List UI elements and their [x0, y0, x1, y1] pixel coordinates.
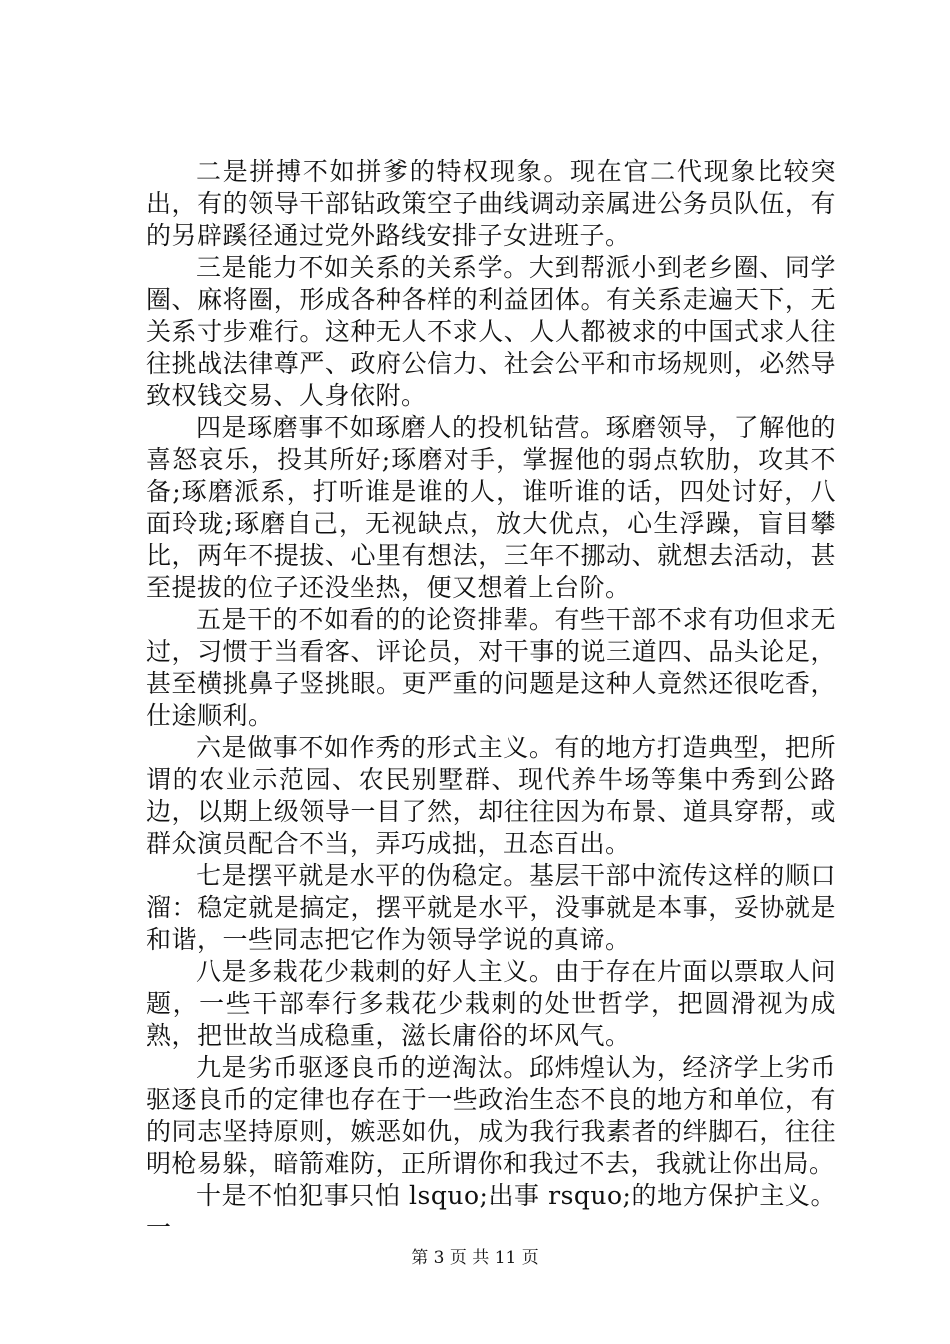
paragraph-9: 九是劣币驱逐良币的逆淘汰。邱炜煌认为，经济学上劣币驱逐良币的定律也存在于一些政治生态不良的地方和单位，有的同志坚持原则，嫉恶如仇，成为我行我素者的绊脚石，往往明枪易躲，暗箭难防，正所谓你和我过不去，我就让你出局。	[146, 1053, 836, 1178]
paragraph-2: 二是拼搏不如拼爹的特权现象。现在官二代现象比较突出，有的领导干部钻政策空子曲线调动亲属进公务员队伍，有的另辟蹊径通过党外路线安排子女进班子。	[146, 157, 836, 250]
paragraph-8: 八是多栽花少栽刺的好人主义。由于存在片面以票取人问题，一些干部奉行多栽花少栽刺的处世哲学，把圆滑视为成熟，把世故当成稳重，滋长庸俗的坏风气。	[146, 957, 836, 1050]
paragraph-7: 七是摆平就是水平的伪稳定。基层干部中流传这样的顺口溜：稳定就是搞定，摆平就是水平，没事就是本事，妥协就是和谐，一些同志把它作为领导学说的真谛。	[146, 861, 836, 954]
paragraph-3: 三是能力不如关系的关系学。大到帮派小到老乡圈、同学圈、麻将圈，形成各种各样的利益团体。有关系走遍天下，无关系寸步难行。这种无人不求人、人人都被求的中国式求人往往挑战法律尊严、政府公信力、社会公平和市场规则，必然导致权钱交易、人身依附。	[146, 253, 836, 410]
paragraph-10: 十是不怕犯事只怕 lsquo;出事 rsquo;的地方保护主义。一	[146, 1181, 836, 1242]
paragraph-4: 四是琢磨事不如琢磨人的投机钻营。琢磨领导，了解他的喜怒哀乐，投其所好;琢磨对手，掌握他的弱点软肋，攻其不备;琢磨派系，打听谁是谁的人，谁听谁的话，四处讨好，八面玲珑;琢磨自己，无视缺点，放大优点，心生浮躁，盲目攀比，两年不提拔、心里有想法，三年不挪动、就想去活动，甚至提拔的位子还没坐热，便又想着上台阶。	[146, 413, 836, 602]
paragraph-5: 五是干的不如看的的论资排辈。有些干部不求有功但求无过，习惯于当看客、评论员，对干事的说三道四、品头论足，甚至横挑鼻子竖挑眼。更严重的问题是这种人竟然还很吃香，仕途顺利。	[146, 605, 836, 730]
page-number-footer: 第 3 页 共 11 页	[411, 1248, 539, 1268]
paragraph-6: 六是做事不如作秀的形式主义。有的地方打造典型，把所谓的农业示范园、农民别墅群、现代养牛场等集中秀到公路边，以期上级领导一目了然，却往往因为布景、道具穿帮，或群众演员配合不当，弄巧成拙，丑态百出。	[146, 733, 836, 858]
document-body	[146, 156, 836, 1244]
